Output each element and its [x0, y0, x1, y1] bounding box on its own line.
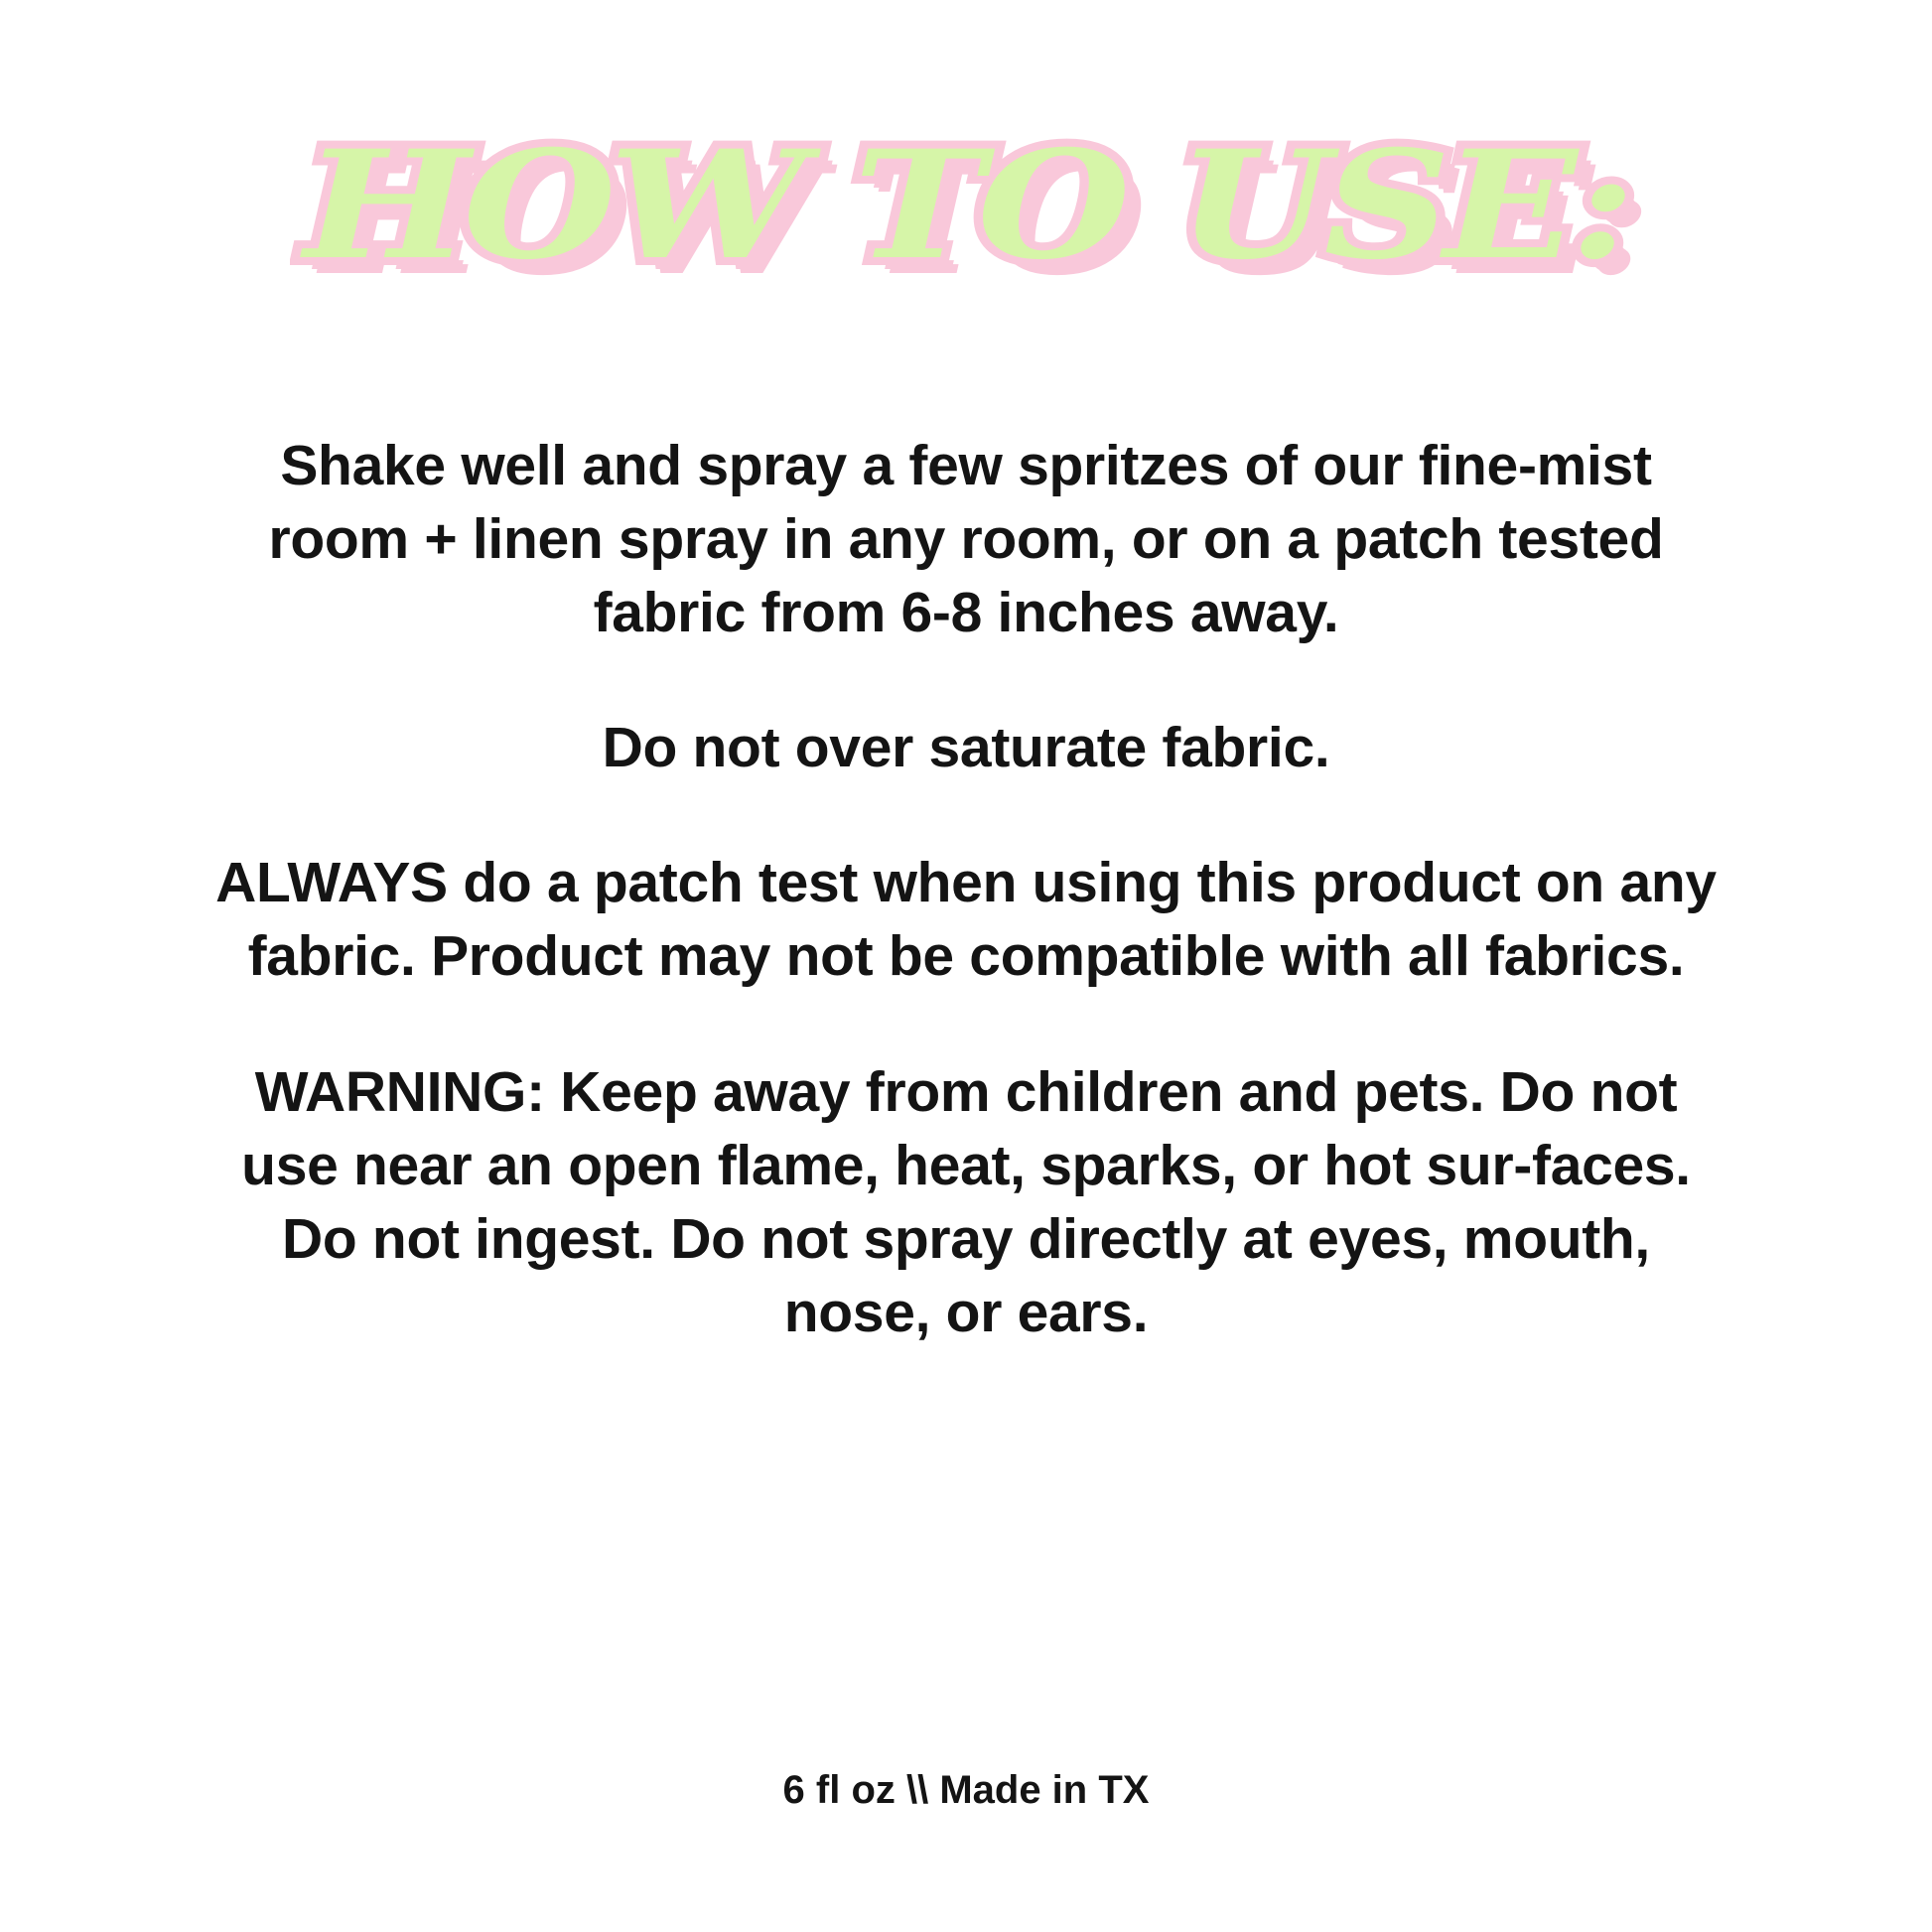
footer-volume-origin: 6 fl oz \\ Made in TX [782, 1768, 1150, 1812]
instructions-block [207, 429, 1725, 1349]
instruction-paragraph-3: ALWAYS do a patch test when using this product on any fabric. Product may not be compatible with all fabrics. [215, 851, 1717, 989]
warning-paragraph: WARNING: Keep away from children and pets. Do not use near an open flame, heat, sparks, or hot sur-faces. Do not ingest. Do not spray directly at eyes, mouth, nose, or ears. [241, 1059, 1691, 1344]
page-title: HOW TO USE: [304, 118, 1628, 293]
instruction-paragraph-2: Do not over saturate fabric. [602, 716, 1330, 780]
instruction-paragraph-1: Shake well and spray a few spritzes of our fine-mist room + linen spray in any room, or on a patch tested fabric from 6-8 inches away. [268, 434, 1664, 645]
headline-container [0, 118, 1932, 293]
